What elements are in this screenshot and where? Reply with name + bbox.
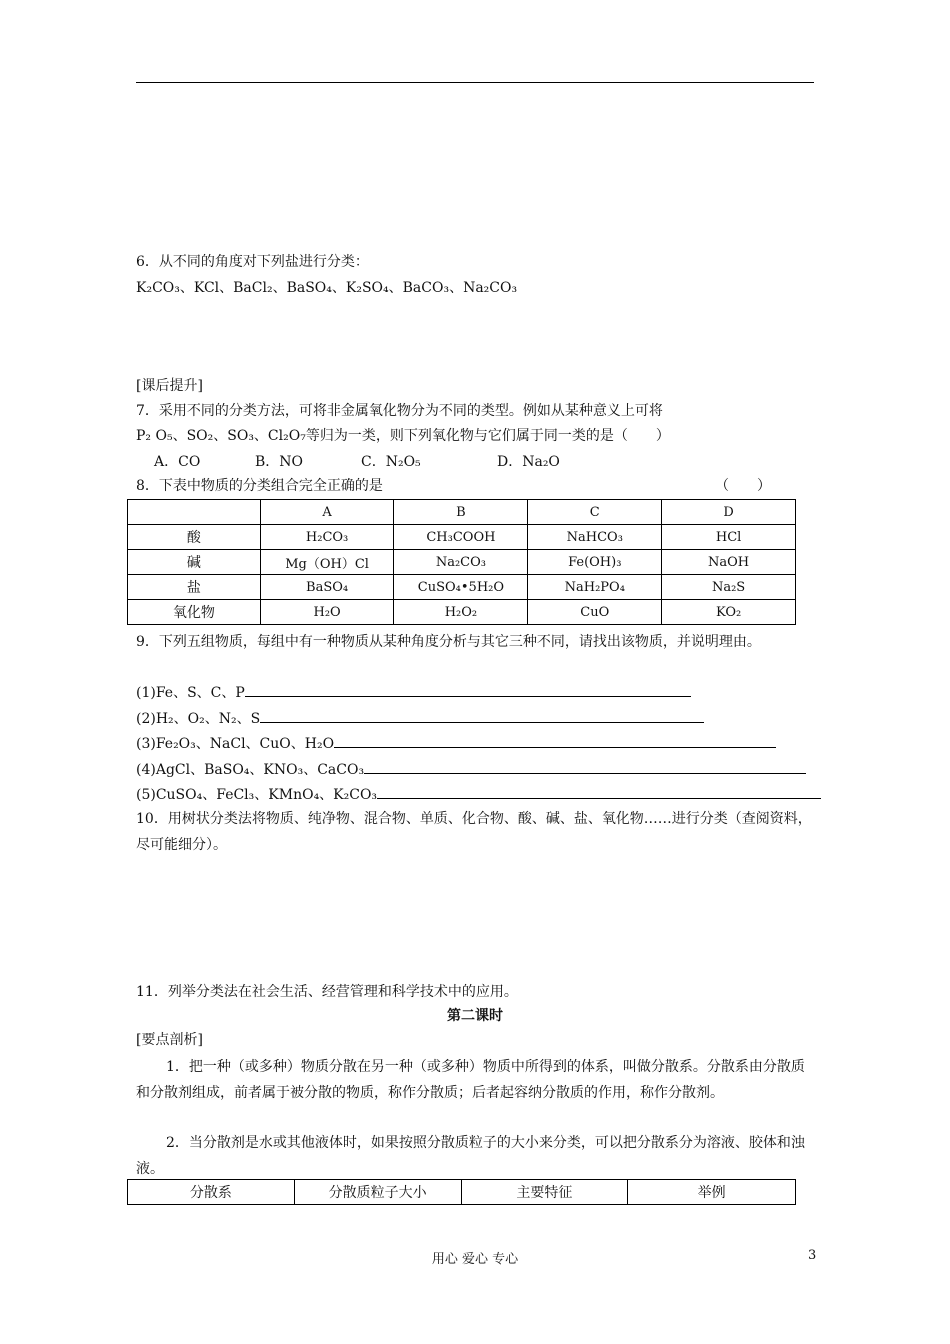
table-cell: H₂CO₃ [260, 525, 394, 550]
q9-item-4: (4)AgCl、BaSO₄、KNO₃、CaCO₃ [136, 759, 806, 780]
footer-text: 用心 爱心 专心 [431, 1252, 519, 1267]
row-label: 盐 [128, 575, 261, 600]
q7-option-b: B．NO [255, 454, 304, 470]
table-header-row [128, 1180, 796, 1205]
table-row [128, 550, 796, 575]
dispersion-table [127, 1179, 796, 1205]
q9-item-5: (5)CuSO₄、FeCl₃、KMnO₄、K₂CO₃ [136, 784, 821, 805]
q9-item-1: (1)Fe、S、C、P [136, 682, 691, 703]
q7-line1: 7．采用不同的分类方法，可将非金属氧化物分为不同的类型。例如从某种意义上可将 [136, 403, 663, 419]
q11: 11．列举分类法在社会生活、经营管理和科学技术中的应用。 [136, 984, 518, 1000]
table-cell: CuO [528, 600, 662, 625]
header-rule [136, 82, 814, 83]
q7-option-c: C．N₂O₅ [361, 454, 421, 470]
lesson-title: 第二课时 [447, 1008, 503, 1024]
key-point-2: 2．当分散剂是水或其他液体时，如果按照分散质粒子的大小来分类，可以把分散系分为溶液、胶体和浊液。 [136, 1135, 805, 1177]
table-cell: Mg（OH）Cl [260, 550, 394, 575]
q8-answer-paren: （ ） [715, 478, 771, 494]
table-cell: BaSO₄ [260, 575, 394, 600]
table-cell: HCl [662, 525, 796, 550]
table-header-cell: 分散系 [128, 1180, 295, 1205]
table-cell: CH₃COOH [394, 525, 528, 550]
table-cell: H₂O [260, 600, 394, 625]
table-row [128, 600, 796, 625]
row-label: 氧化物 [128, 600, 261, 625]
table-cell: Na₂S [662, 575, 796, 600]
table-cell: Na₂CO₃ [394, 550, 528, 575]
q9-intro: 9．下列五组物质，每组中有一种物质从某种角度分析与其它三种不同，请找出该物质，并说明理由。 [136, 634, 761, 650]
table-header-cell: D [662, 500, 796, 525]
table-cell: CuSO₄•5H₂O [394, 575, 528, 600]
q7-line2: P₂ O₅、SO₂、SO₃、Cl₂O₇等归为一类，则下列氧化物与它们属于同一类的是（ ） [136, 428, 670, 444]
table-header-cell [128, 500, 261, 525]
q8-title: 8．下表中物质的分类组合完全正确的是 [136, 478, 383, 494]
table-cell: NaH₂PO₄ [528, 575, 662, 600]
table-header-cell: 举例 [628, 1180, 796, 1205]
after-class-header: [课后提升] [136, 378, 203, 394]
q9-item-3: (3)Fe₂O₃、NaCl、CuO、H₂O [136, 733, 776, 754]
table-row [128, 575, 796, 600]
answer-blank[interactable] [377, 784, 821, 799]
q8-classification-table [127, 499, 796, 625]
table-header-cell: 分散质粒子大小 [294, 1180, 461, 1205]
q6-title: 6．从不同的角度对下列盐进行分类： [136, 254, 369, 270]
key-points-header: [要点剖析] [136, 1032, 203, 1048]
q6-salt-list: K₂CO₃、KCl、BaCl₂、BaSO₄、K₂SO₄、BaCO₃、Na₂CO₃ [136, 280, 518, 296]
table-cell: H₂O₂ [394, 600, 528, 625]
table-header-cell: B [394, 500, 528, 525]
table-cell: NaHCO₃ [528, 525, 662, 550]
q7-option-a: A．CO [154, 454, 201, 470]
table-cell: Fe(OH)₃ [528, 550, 662, 575]
answer-blank[interactable] [245, 682, 691, 697]
answer-blank[interactable] [260, 708, 704, 723]
page-number: 3 [808, 1248, 817, 1263]
key-point-1: 1．把一种（或多种）物质分散在另一种（或多种）物质中所得到的体系，叫做分散系。分散系由分散质和分散剂组成，前者属于被分散的物质，称作分散质；后者起容纳分散质的作用，称作分散剂。 [136, 1059, 805, 1101]
table-cell: NaOH [662, 550, 796, 575]
table-row [128, 525, 796, 550]
q10: 10．用树状分类法将物质、纯净物、混合物、单质、化合物、酸、碱、盐、氧化物……进行分类（查阅资料，尽可能细分）。 [136, 811, 812, 853]
row-label: 酸 [128, 525, 261, 550]
table-header-row [128, 500, 796, 525]
answer-blank[interactable] [334, 733, 776, 748]
q7-option-d: D．Na₂O [497, 454, 560, 470]
table-header-cell: C [528, 500, 662, 525]
answer-blank[interactable] [364, 759, 806, 774]
q9-item-2: (2)H₂、O₂、N₂、S [136, 708, 704, 729]
row-label: 碱 [128, 550, 261, 575]
table-header-cell: A [260, 500, 394, 525]
table-header-cell: 主要特征 [461, 1180, 628, 1205]
table-cell: KO₂ [662, 600, 796, 625]
